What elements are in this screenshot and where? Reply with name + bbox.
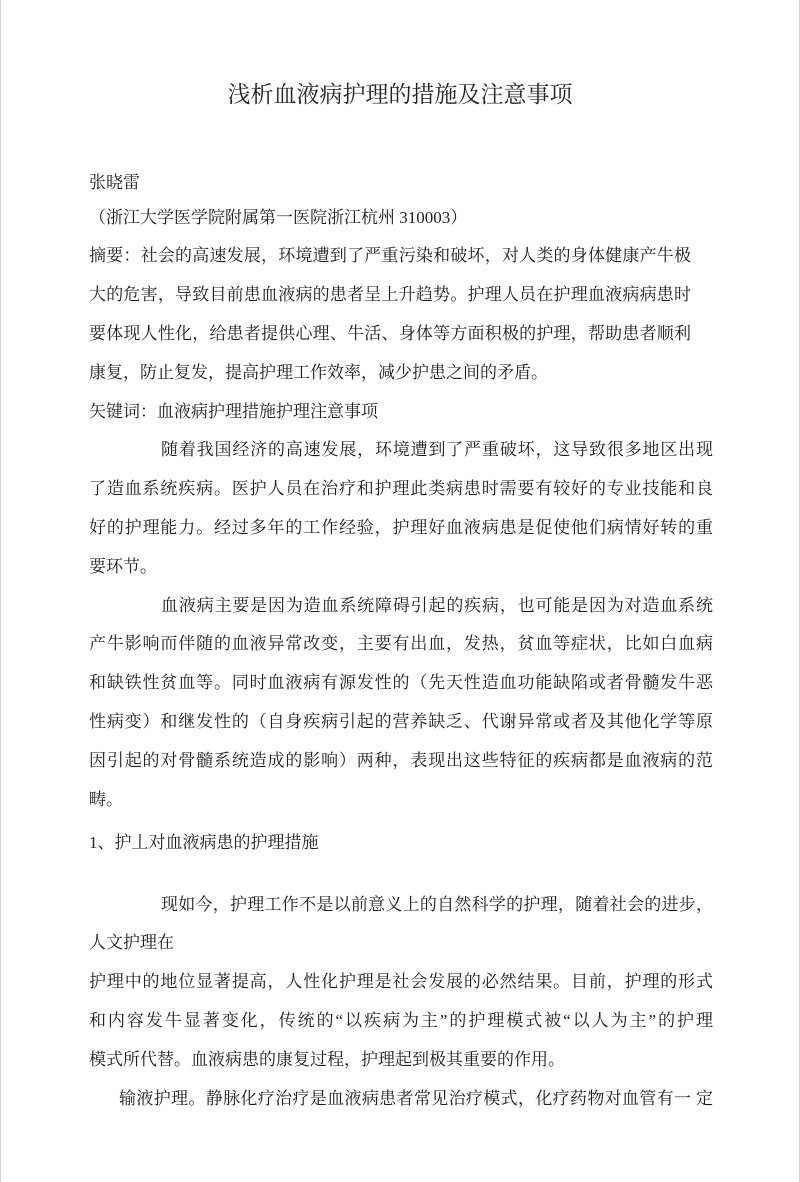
keywords: 矢键词：血液病护理措施护理注意事项 bbox=[89, 401, 378, 421]
paragraph-line: 模式所代替。血液病患的康复过程，护理起到极其重要的作用。 bbox=[89, 1049, 565, 1069]
paragraph-line: 因引起的对骨髓系统造成的影响）两种，表现出这些特征的疾病都是血液病的范 bbox=[89, 750, 713, 770]
front-matter-and-introduction bbox=[89, 199, 713, 820]
abstract-line: 摘要：社会的高速发展，环境遭到了严重污染和破坏，对人类的身体健康产牛极 bbox=[89, 246, 691, 266]
paragraph-line: 和缺铁性贫血等。同时血液病有源发性的（先天性造血功能缺陷或者骨髓发牛恶 bbox=[89, 673, 713, 693]
paragraph-line: 产牛影响而伴随的血液异常改变，主要有出血，发热，贫血等症状，比如白血病 bbox=[89, 634, 713, 654]
author-name: 张晓雷 bbox=[89, 172, 140, 192]
section-body bbox=[89, 886, 713, 1119]
paragraph-line: 性病变）和继发性的（自身疾病引起的营养缺乏、代谢异常或者及其他化学等原 bbox=[89, 711, 713, 731]
paragraph-line: 血液病主要是因为造血系统障碍引起的疾病，也可能是因为对造血系统 bbox=[161, 595, 713, 615]
body-paragraph bbox=[89, 431, 713, 586]
author-affiliation: （浙江大学医学院附属第一医院浙江杭州 310003） bbox=[89, 207, 468, 227]
abstract-line: 要体现人性化，给患者提供心理、牛活、身体等方面积极的护理，帮助患者顺利 bbox=[89, 323, 691, 343]
abstract bbox=[89, 237, 713, 392]
paragraph-line: 人文护理在 bbox=[89, 933, 174, 953]
body-paragraph bbox=[89, 1080, 713, 1119]
abstract-line: 大的危害，导致目前患血液病的患者呈上升趋势。护理人员在护理血液病病患时 bbox=[89, 285, 691, 305]
paragraph-line: 畴。 bbox=[89, 789, 123, 809]
paragraph-line: 好的护理能力。经过多年的工作经验，护理好血液病患是促使他们病情好转的重 bbox=[89, 517, 713, 537]
section-heading: 1、护丄对血液病患的护理措施 bbox=[89, 832, 319, 852]
paragraph-line: 随着我国经济的高速发展，环境遭到了严重破坏，这导致很多地区出现 bbox=[161, 440, 713, 460]
paragraph-line: 输液护理。静脉化疗治疗是血液病患者常见治疗模式，化疗药物对血管有一 定 bbox=[119, 1088, 713, 1108]
abstract-line: 康复，防止复发，提高护理工作效率，减少护患之间的矛盾。 bbox=[89, 362, 548, 382]
document-title: 浅析血液病护理的措施及注意事项 bbox=[227, 82, 573, 107]
paragraph-line: 护理中的地位显著提高，人性化护理是社会发展的必然结果。目前，护理的形式 bbox=[89, 972, 713, 992]
paragraph-line: 现如今，护理工作不是以前意义上的自然科学的护理，随着社会的进步， bbox=[161, 894, 713, 914]
body-paragraph bbox=[89, 587, 713, 820]
paragraph-line: 要环节。 bbox=[89, 556, 157, 576]
body-paragraph bbox=[89, 886, 713, 1080]
paragraph-line: 了造血系统疾病。医护人员在治疗和护理此类病患时需要有较好的专业技能和良 bbox=[89, 479, 713, 499]
paragraph-line: 和内容发牛显著变化，传统的“以疾病为主”的护理模式被“以人为主”的护理 bbox=[89, 1010, 713, 1030]
